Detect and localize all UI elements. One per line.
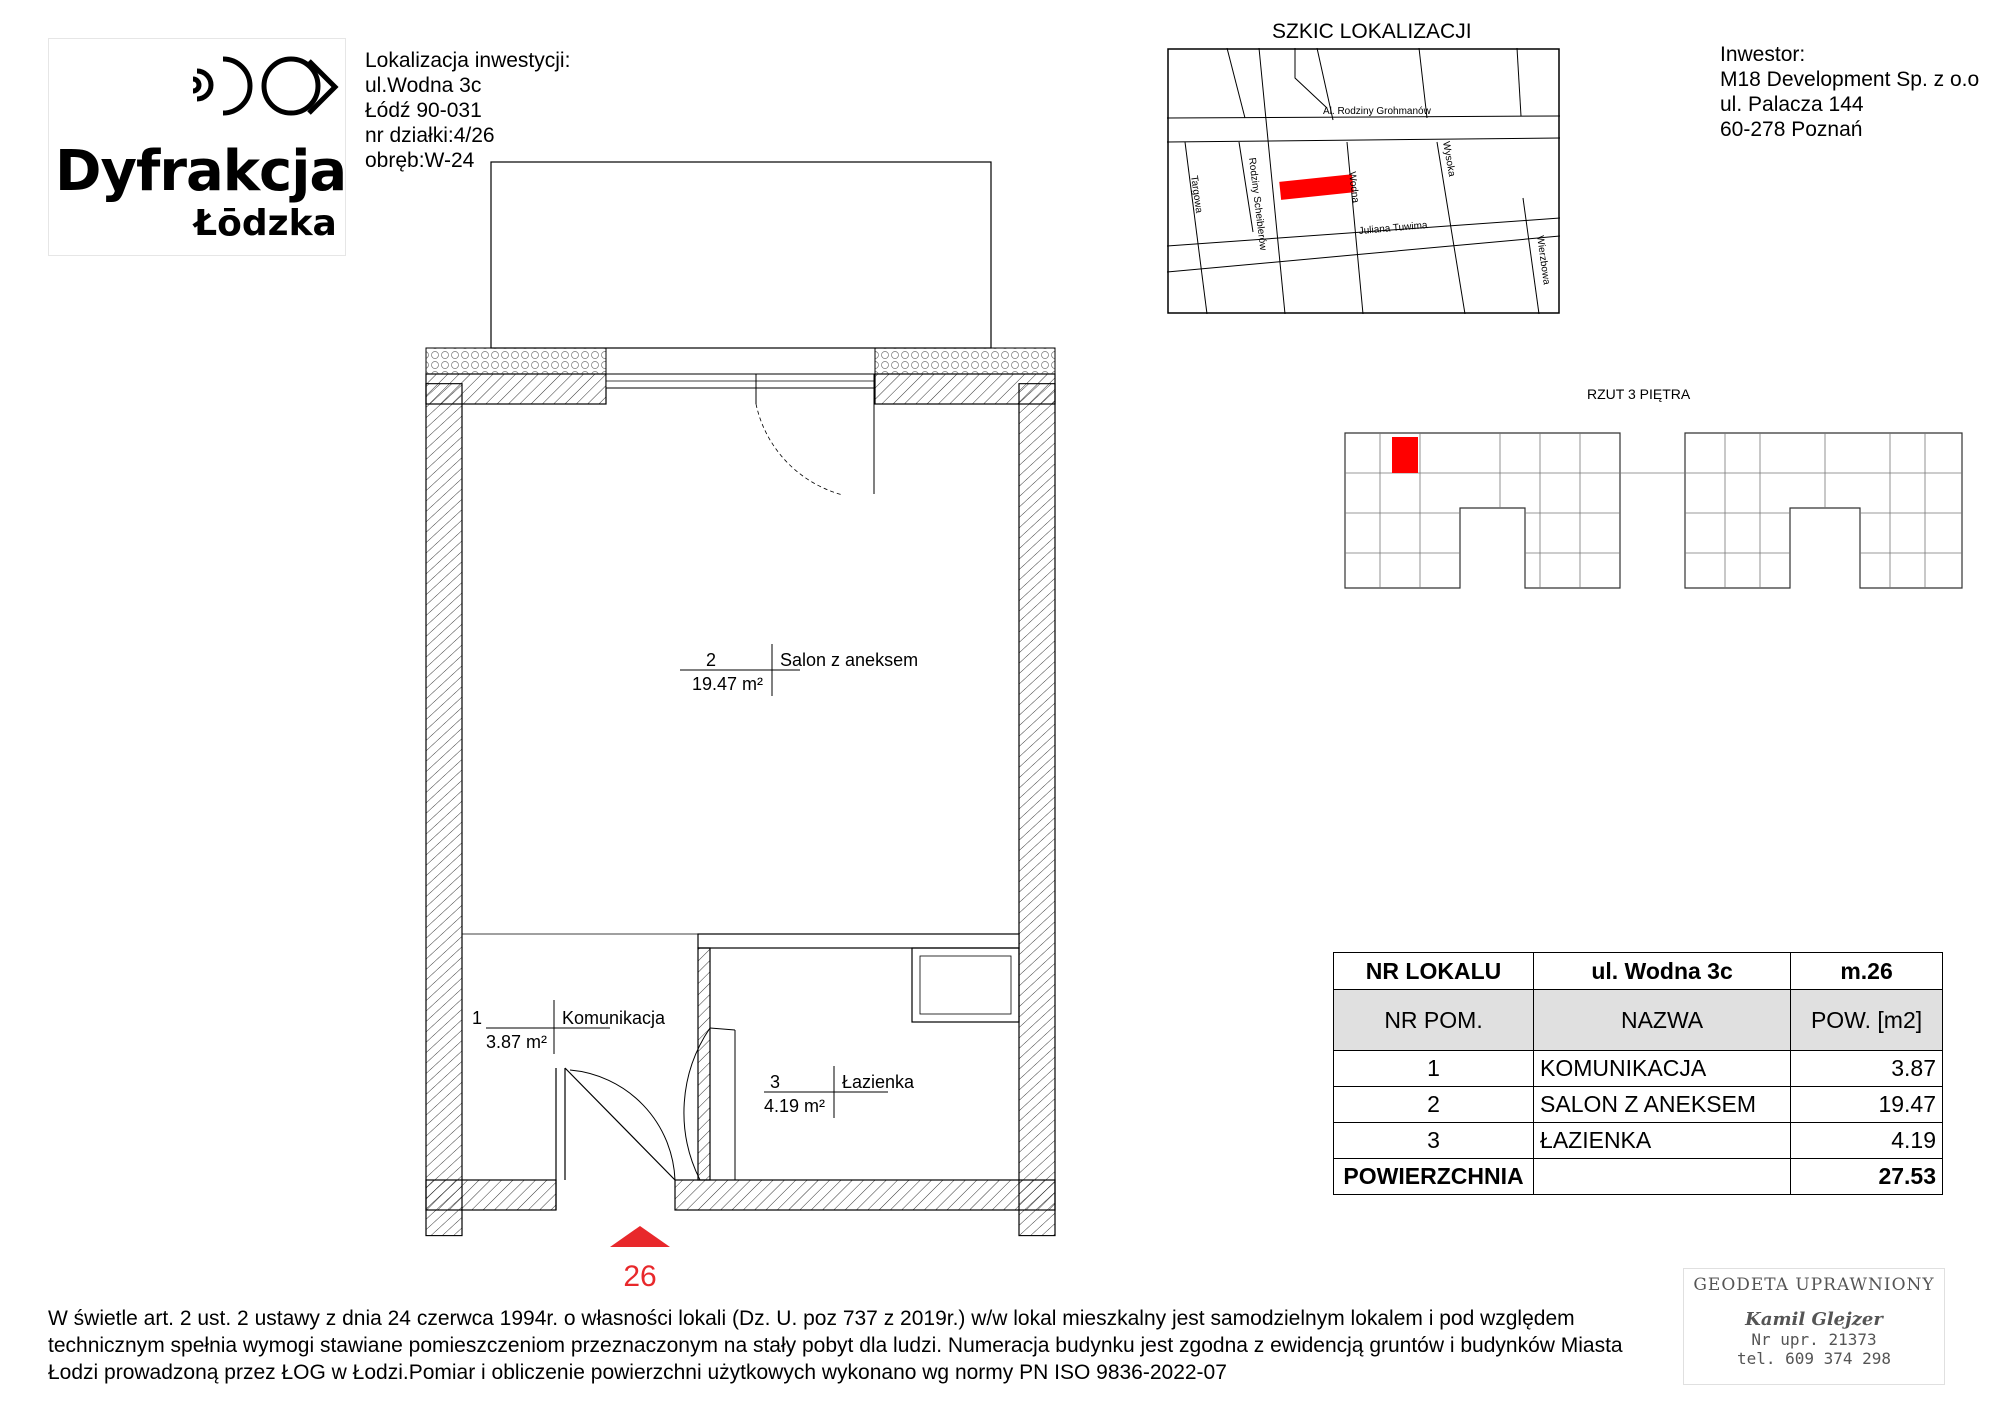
street-grohmanow: Al. Rodziny Grohmanów bbox=[1323, 106, 1431, 117]
table-row bbox=[1334, 1087, 1943, 1123]
room-1-name: Komunikacja bbox=[562, 1008, 666, 1028]
table-header-address: ul. Wodna 3c bbox=[1534, 953, 1791, 990]
street-scheiblerow: Rodziny Scheiblerów bbox=[1246, 157, 1269, 252]
surveyor-stamp bbox=[1683, 1268, 1945, 1385]
apartment-plan bbox=[400, 150, 1080, 1300]
table-cell: 1 bbox=[1334, 1051, 1534, 1087]
table-subheader-row bbox=[1334, 990, 1943, 1051]
room-3-name: Łazienka bbox=[842, 1072, 915, 1092]
floor-overview-title: RZUT 3 PIĘTRA bbox=[1587, 386, 1691, 402]
table-col-room-number: NR POM. bbox=[1334, 990, 1534, 1051]
table-row bbox=[1334, 1051, 1943, 1087]
table-header-row bbox=[1334, 953, 1943, 990]
location-map bbox=[1167, 48, 1560, 314]
legal-note-line: technicznym spełnia wymogi stawiane pomieszczeniom przeznaczonym na stały pobyt dla ludzi. Numeracja budynku jest zgodna z ewidencją gruntów i budynków Miasta bbox=[48, 1334, 1623, 1357]
table-cell: 4.19 bbox=[1791, 1123, 1943, 1159]
logo-word-dyfrakcja: Dyfrakcja bbox=[55, 139, 347, 204]
unit-area-table bbox=[1333, 952, 1943, 1195]
chevron-right-icon bbox=[303, 57, 343, 117]
location-label: Lokalizacja inwestycji: bbox=[365, 49, 571, 72]
logo bbox=[48, 38, 346, 256]
street-wysoka: Wysoka bbox=[1440, 140, 1458, 178]
investor-company: M18 Development Sp. z o.o bbox=[1720, 68, 1980, 91]
table-total-label: POWIERZCHNIA bbox=[1334, 1159, 1534, 1195]
legal-note bbox=[48, 1305, 1688, 1386]
table-cell: 2 bbox=[1334, 1087, 1534, 1123]
logo-word-lodzka: Łōdzka bbox=[194, 203, 337, 244]
investor-city: 60-278 Poznań bbox=[1720, 118, 1863, 141]
room-2-name: Salon z aneksem bbox=[780, 650, 919, 670]
table-cell: ŁAZIENKA bbox=[1534, 1123, 1791, 1159]
street-targowa: Targowa bbox=[1188, 174, 1205, 214]
investor-info bbox=[1720, 42, 1979, 142]
room-1-area: 3.87 m² bbox=[486, 1032, 548, 1052]
room-3-number: 3 bbox=[770, 1072, 781, 1092]
street-wierzbowa: Wierzbowa bbox=[1534, 234, 1552, 286]
investor-label: Inwestor: bbox=[1720, 43, 1806, 66]
table-cell: KOMUNIKACJA bbox=[1534, 1051, 1791, 1087]
street-wodna: Wodna bbox=[1346, 171, 1361, 204]
street-tuwima: Juliana Tuwima bbox=[1358, 220, 1428, 237]
table-col-name: NAZWA bbox=[1534, 990, 1791, 1051]
location-street: ul.Wodna 3c bbox=[365, 74, 482, 97]
table-total-empty bbox=[1534, 1159, 1791, 1195]
room-3-area: 4.19 m² bbox=[764, 1096, 826, 1116]
stamp-name: Kamil Glejzer bbox=[1745, 1309, 1883, 1330]
floor-overview-plan bbox=[1340, 428, 1970, 598]
legal-note-line: W świetle art. 2 ust. 2 ustawy z dnia 24 czerwca 1994r. o własności lokali (Dz. U. poz 737 z 2019r.) w/w lokal mieszkalny jest samodzielnym lokalem i pod względem bbox=[48, 1307, 1575, 1330]
entrance-arrow-icon bbox=[610, 1226, 670, 1247]
table-header-unit-number: m.26 bbox=[1791, 953, 1943, 990]
table-cell: SALON Z ANEKSEM bbox=[1534, 1087, 1791, 1123]
stamp-license: Nr upr. 21373 bbox=[1751, 1330, 1877, 1349]
table-row bbox=[1334, 1123, 1943, 1159]
room-2-number: 2 bbox=[706, 650, 717, 670]
table-total-value: 27.53 bbox=[1791, 1159, 1943, 1195]
location-precinct: obręb:W-24 bbox=[365, 149, 475, 172]
map-title: SZKIC LOKALIZACJI bbox=[1272, 20, 1472, 43]
table-cell: 3 bbox=[1334, 1123, 1534, 1159]
entrance-number: 26 bbox=[623, 1260, 657, 1293]
table-cell: 19.47 bbox=[1791, 1087, 1943, 1123]
legal-note-line: Łodzi prowadzoną przez ŁOG w Łodzi.Pomiar i obliczenie powierzchni użytkowych wykonano wg normy PN ISO 9836-2022-07 bbox=[48, 1361, 1227, 1384]
location-city: Łódź 90-031 bbox=[365, 99, 482, 122]
stamp-phone: tel. 609 374 298 bbox=[1736, 1349, 1892, 1368]
investor-street: ul. Palacza 144 bbox=[1720, 93, 1864, 116]
table-total-row bbox=[1334, 1159, 1943, 1195]
stamp-title: GEODETA UPRAWNIONY bbox=[1693, 1275, 1935, 1295]
room-1-number: 1 bbox=[472, 1008, 483, 1028]
table-header-unit: NR LOKALU bbox=[1334, 953, 1534, 990]
table-cell: 3.87 bbox=[1791, 1051, 1943, 1087]
room-2-area: 19.47 m² bbox=[692, 674, 764, 694]
location-plot: nr działki:4/26 bbox=[365, 124, 495, 147]
table-col-area: POW. [m2] bbox=[1791, 990, 1943, 1051]
